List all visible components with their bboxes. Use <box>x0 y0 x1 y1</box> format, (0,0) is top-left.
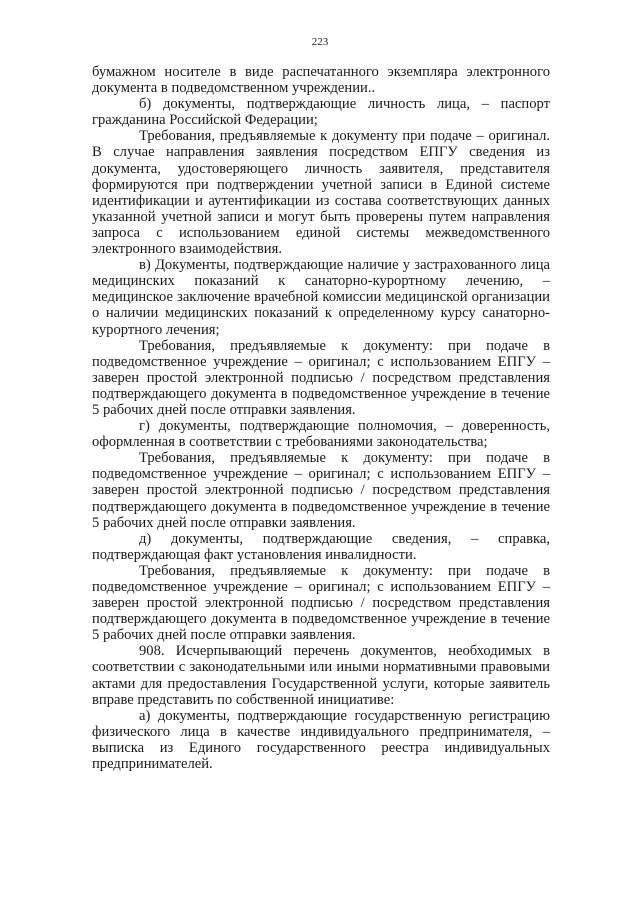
page-number: 223 <box>311 36 329 48</box>
paragraph-continuation: бумажном носителе в виде распечатанного экземпляра электронного документа в подведомственном учреждении.. <box>92 64 550 97</box>
paragraph-item-d: д) документы, подтверждающие сведения, – справка, подтверждающая факт установления инвалидности. <box>92 530 550 563</box>
paragraph-item-g: г) документы, подтверждающие полномочия, – доверенность, оформленная в соответствии с требованиями законодательства; <box>92 418 550 451</box>
paragraph-item-b: б) документы, подтверждающие личность лица, – паспорт гражданина Российской Федерации; <box>92 96 550 129</box>
paragraph-requirements-v: Требования, предъявляемые к документу: при подаче в подведомственное учреждение – оригинал; с использованием ЕПГУ – заверен простой электронной подписью / посредством представления подтверждающего документа в подведомственное учреждение в течение 5 рабочих дней после отправки заявления. <box>92 337 550 418</box>
paragraph-requirements-d: Требования, предъявляемые к документу: при подаче в подведомственное учреждение – оригинал; с использованием ЕПГУ – заверен простой электронной подписью / посредством представления подтверждающего документа в подведомственное учреждение в течение 5 рабочих дней после отправки заявления. <box>92 562 550 644</box>
document-body <box>92 64 550 772</box>
paragraph-item-a: а) документы, подтверждающие государственную регистрацию физического лица в качестве индивидуального предпринимателя, – выписка из Единого государственного реестра индивидуальных предпринимателей. <box>92 707 550 773</box>
paragraph-requirements-b: Требования, предъявляемые к документу при подаче – оригинал. В случае направления заявления посредством ЕПГУ сведения из документа, удостоверяющего личность заявителя, представителя формируются при подтверждении учетной записи в Единой системе идентификации и аутентификации из состава соответствующих данных указанной учетной записи и могут быть проверены путем направления запроса с использованием единой системы межведомственного электронного взаимодействия. <box>92 128 550 258</box>
paragraph-requirements-g: Требования, предъявляемые к документу: при подаче в подведомственное учреждение – оригинал; с использованием ЕПГУ – заверен простой электронной подписью / посредством представления подтверждающего документа в подведомственное учреждение в течение 5 рабочих дней после отправки заявления. <box>92 450 550 531</box>
paragraph-section-908: 908. Исчерпывающий перечень документов, необходимых в соответствии с законодательными или иными нормативными правовыми актами для предоставления Государственной услуги, которые заявитель вправе представить по собственной инициативе: <box>92 643 550 708</box>
paragraph-item-v: в) Документы, подтверждающие наличие у застрахованного лица медицинских показаний к санаторно-курортному лечению, – медицинское заключение врачебной комиссии медицинской организации о наличии медицинских показаний к определенному курсу санаторно-курортного лечения; <box>92 257 550 338</box>
